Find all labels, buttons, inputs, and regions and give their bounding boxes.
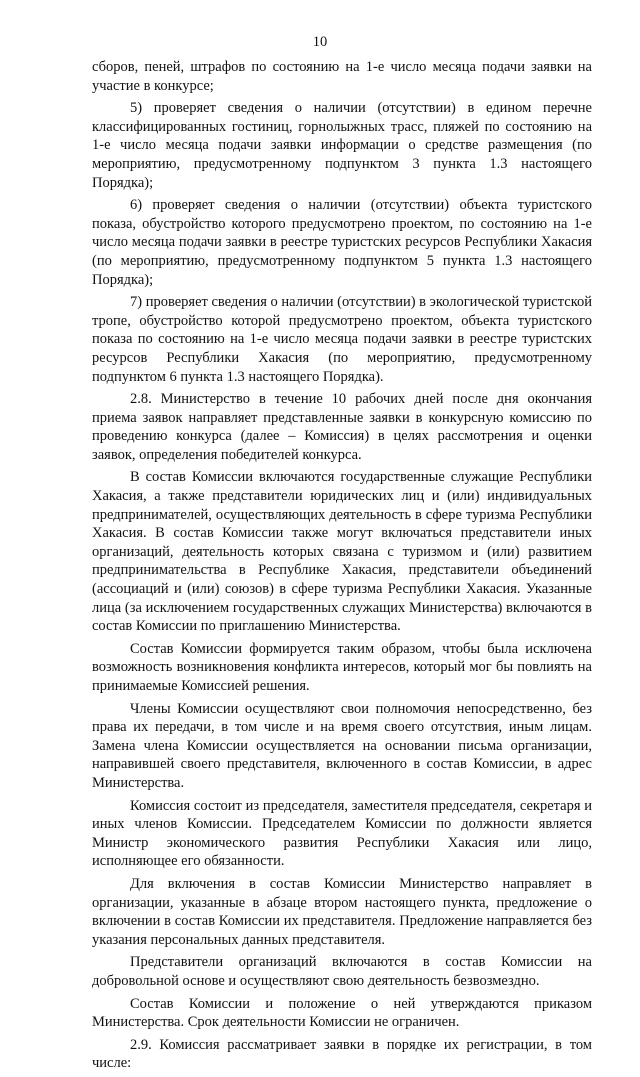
paragraph-commission-composition: В состав Комиссии включаются государственные служащие Республики Хакасия, а также представители юридических лиц и (или) индивидуальных предпринимателей, осуществляющих деятельность в сфере туризма Республики Хакасия. В состав Комиссии также могут включаться представители иных организаций, деятельность которых связана с туризмом и (или) развитием предпринимательства в Республике Хакасия, представители объединений (ассоциаций и (или) союзов) в сфере туризма Республики Хакасия. Указанные лица (за исключением государственных служащих Министерства) включаются в состав Комиссии по приглашению Министерства. xyxy=(92,469,592,635)
page-number: 10 xyxy=(312,34,328,50)
paragraph-inclusion-procedure: Для включения в состав Комиссии Министерство направляет в организации, указанные в абзаце втором настоящего пункта, предложение о включении в состав Комиссии их представителя. Предложение направляется без указания персональных данных представителя. xyxy=(92,875,592,948)
paragraph-commission-structure: Комиссия состоит из председателя, заместителя председателя, секретаря и иных членов Комиссии. Председателем Комиссии по должности является Министр экономического развития Республики Хакасия или лицо, исполняющее его обязанности. xyxy=(92,797,592,870)
paragraph-voluntary-basis: Представители организаций включаются в состав Комиссии на добровольной основе и осуществляют свою деятельность безвозмездно. xyxy=(92,954,592,989)
paragraph-members-powers: Члены Комиссии осуществляют свои полномочия непосредственно, без права их передачи, в том числе и на время своего отсутствия, иным лицам. Замена члена Комиссии осуществляется на основании письма организации, направившей своего представителя, включенного в состав Комиссии, в адрес Министерства. xyxy=(92,700,592,791)
paragraph-continuation: сборов, пеней, штрафов по состоянию на 1-е число месяца подачи заявки на участие в конкурсе; xyxy=(92,59,592,94)
paragraph-clause-2-8: 2.8. Министерство в течение 10 рабочих дней после дня окончания приема заявок направляет представленные заявки в конкурсную комиссию по проведению конкурса (далее – Комиссия) в целях рассмотрения и оценки заявок, определения победителей конкурса. xyxy=(92,391,592,463)
paragraph-item-5: 5) проверяет сведения о наличии (отсутствии) в едином перечне классифицированных гостиниц, горнолыжных трасс, пляжей по состоянию на 1-е число месяца подачи заявки информации о средстве размещения (по мероприятию, предусмотренному подпунктом 3 пункта 1.3 настоящего Порядка); xyxy=(92,100,592,191)
paragraph-conflict-of-interest: Состав Комиссии формируется таким образом, чтобы была исключена возможность возникновения конфликта интересов, который мог бы повлиять на принимаемые Комиссией решения. xyxy=(92,640,592,694)
paragraph-item-7: 7) проверяет сведения о наличии (отсутствии) в экологической туристской тропе, обустройство которой предусмотрено проектом, объекта туристского показа по состоянию на 1-е число месяца подачи заявки в реестре туристских ресурсов Республики Хакасия (по мероприятию, предусмотренному подпунктом 6 пункта 1.3 настоящего Порядка). xyxy=(92,294,593,385)
paragraph-item-6: 6) проверяет сведения о наличии (отсутствии) объекта туристского показа, обустройство которого предусмотрено проектом, по состоянию на 1-е число месяца подачи заявки в реестре туристских ресурсов Республики Хакасия (по мероприятию, предусмотренному подпунктом 5 пункта 1.3 настоящего Порядка); xyxy=(92,197,592,288)
paragraph-approval: Состав Комиссии и положение о ней утверждаются приказом Министерства. Срок деятельности Комиссии не ограничен. xyxy=(92,995,592,1031)
paragraph-clause-2-9: 2.9. Комиссия рассматривает заявки в порядке их регистрации, в том числе: xyxy=(92,1036,592,1072)
document-body xyxy=(92,58,592,1077)
